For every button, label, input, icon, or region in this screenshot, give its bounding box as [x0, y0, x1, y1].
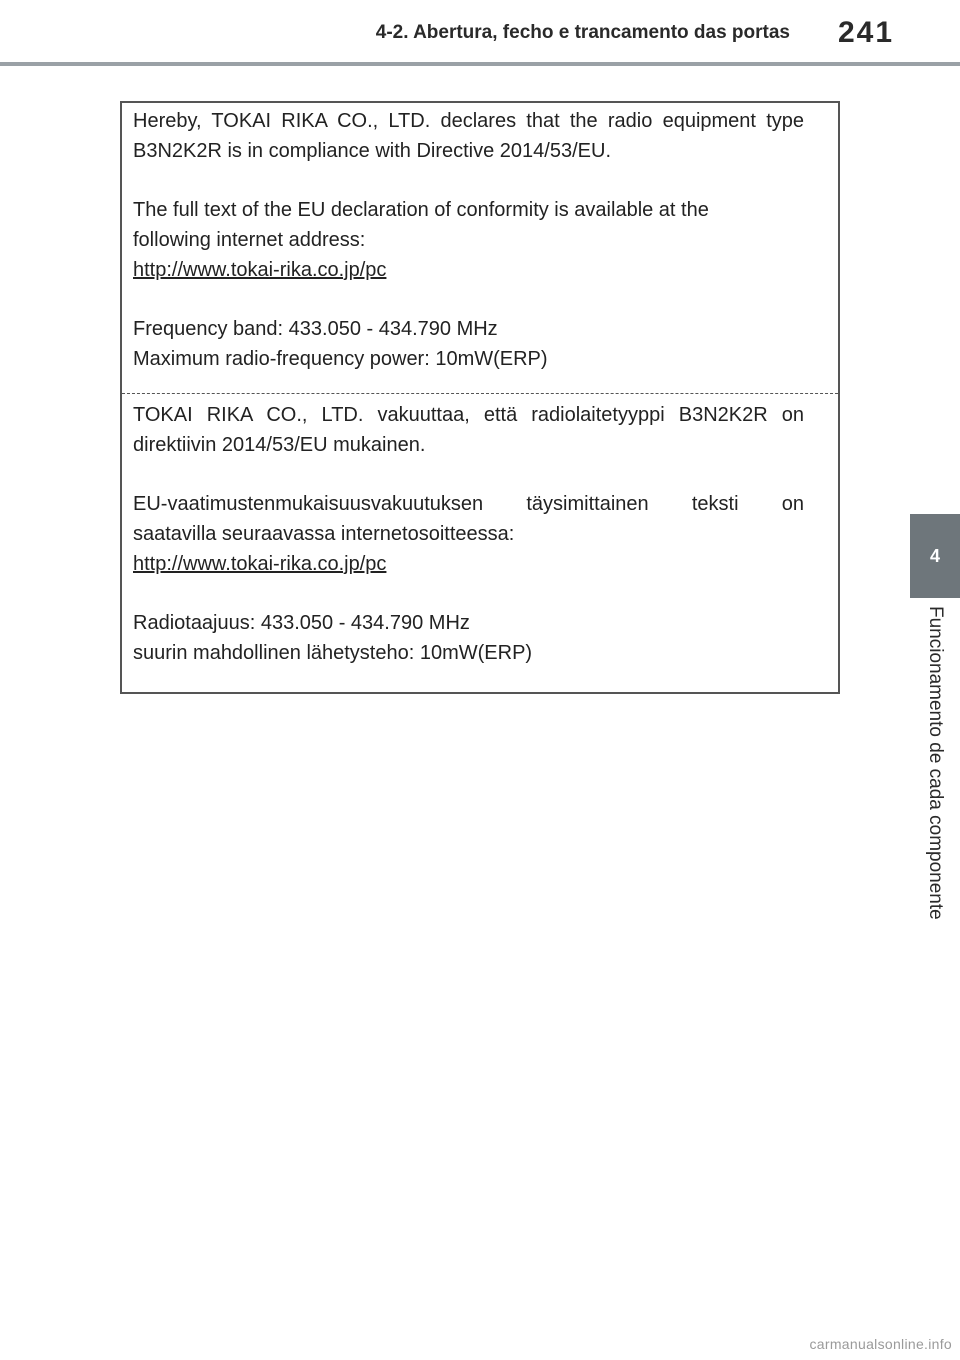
declaration-finnish [122, 400, 838, 697]
declaration-line: The full text of the EU declaration of conformity is available at the [133, 199, 709, 221]
declaration-line: B3N2K2R is in compliance with Directive 2014/53/EU. [133, 140, 611, 162]
page-header [0, 0, 960, 66]
conformity-url-link[interactable]: http://www.tokai-rika.co.jp/pc [133, 259, 387, 281]
declaration-line: EU-vaatimustenmukaisuusvakuutuksen täysimittainen teksti on [133, 493, 804, 515]
declaration-line: suurin mahdollinen lähetysteho: 10mW(ERP) [133, 642, 533, 664]
page-number: 241 [838, 16, 895, 49]
declaration-line: TOKAI RIKA CO., LTD. vakuuttaa, että radiolaitetyyppi B3N2K2R on [133, 404, 804, 426]
declaration-paragraph [133, 608, 804, 668]
chapter-tab [910, 514, 960, 598]
declaration-paragraph [133, 400, 804, 460]
declaration-line: Frequency band: 433.050 - 434.790 MHz [133, 318, 498, 340]
header-rule [0, 62, 960, 66]
chapter-number: 4 [929, 545, 940, 566]
watermark-logo: carmanualsonline.info [809, 1336, 952, 1352]
chapter-label-text: Funcionamento de cada componente [925, 606, 946, 920]
conformity-url-link[interactable]: http://www.tokai-rika.co.jp/pc [133, 553, 387, 575]
declaration-paragraph [133, 314, 804, 374]
declaration-box [120, 101, 840, 694]
declaration-english [122, 106, 838, 403]
declaration-paragraph [133, 106, 804, 166]
section-title: 4-2. Abertura, fecho e trancamento das portas [375, 22, 790, 43]
declaration-line: Hereby, TOKAI RIKA CO., LTD. declares that the radio equipment type [133, 110, 804, 132]
declaration-line: following internet address: [133, 229, 366, 251]
declaration-paragraph [133, 195, 804, 285]
declaration-paragraph [133, 489, 804, 579]
declaration-line: Radiotaajuus: 433.050 - 434.790 MHz [133, 612, 470, 634]
declaration-line: direktiivin 2014/53/EU mukainen. [133, 434, 426, 456]
section-divider [122, 393, 838, 394]
declaration-line: Maximum radio-frequency power: 10mW(ERP) [133, 348, 548, 370]
declaration-line: saatavilla seuraavassa internetosoitteessa: [133, 523, 515, 545]
